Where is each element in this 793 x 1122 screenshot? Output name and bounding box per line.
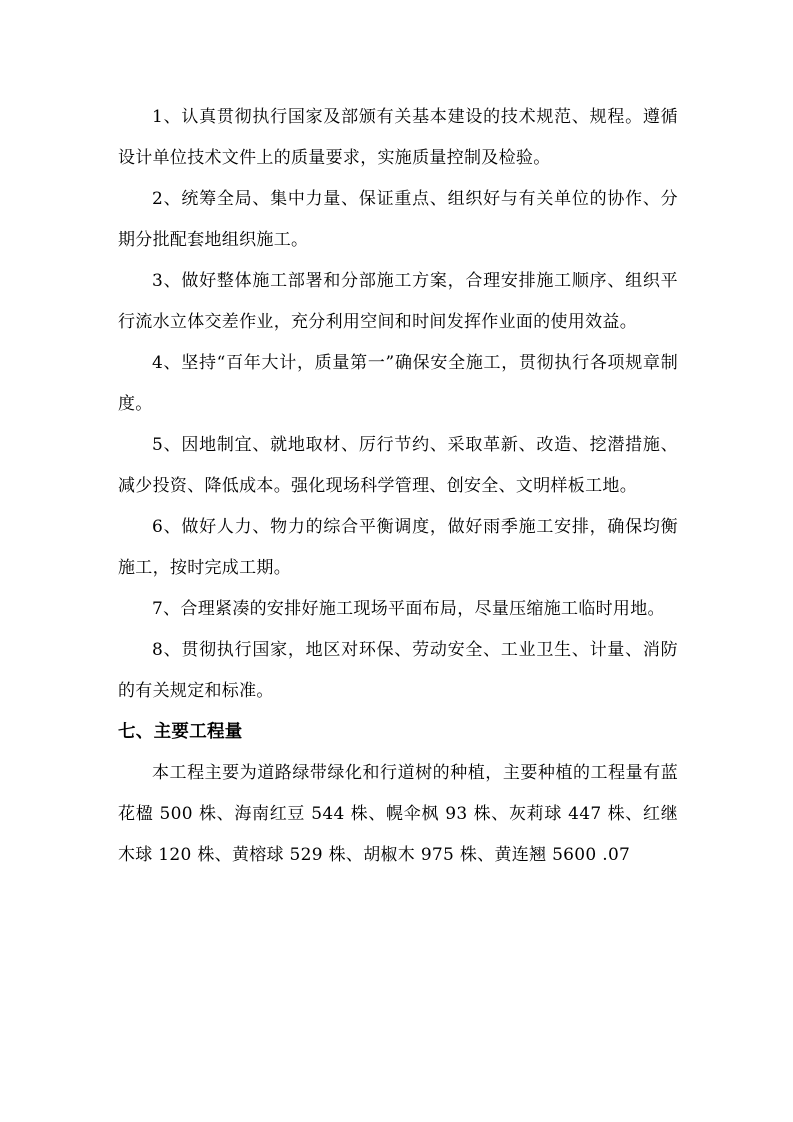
principle-item-7: 7、合理紧凑的安排好施工现场平面布局，尽量压缩施工临时用地。 [152, 599, 665, 619]
principle-item-1: 1、认真贯彻执行国家及部颁有关基本建设的技术规范、规程。遵循设计单位技术文件上的质量要求，实施质量控制及检验。 [118, 107, 678, 168]
section-body: 本工程主要为道路绿带绿化和行道树的种植，主要种植的工程量有蓝花楹 500 株、海南红豆 544 株、幌伞枫 93 株、灰莉球 447 株、红继木球 120 株、黄榕球 529 株、胡椒木 975 株、黄连翘 5600 .07 [118, 763, 678, 865]
principle-item-4: 4、坚持“百年大计，质量第一”确保安全施工，贯彻执行各项规章制度。 [118, 353, 678, 414]
principle-item-8: 8、贯彻执行国家，地区对环保、劳动安全、工业卫生、计量、消防的有关规定和标准。 [118, 640, 678, 701]
principle-item-6: 6、做好人力、物力的综合平衡调度，做好雨季施工安排，确保均衡施工，按时完成工期。 [118, 517, 678, 578]
principle-item-2: 2、统筹全局、集中力量、保证重点、组织好与有关单位的协作、分期分批配套地组织施工。 [118, 189, 678, 250]
document-body [118, 97, 678, 876]
principle-item-3: 3、做好整体施工部署和分部施工方案，合理安排施工顺序、组织平行流水立体交差作业，充分利用空间和时间发挥作业面的使用效益。 [118, 271, 678, 332]
section-heading: 七、主要工程量 [118, 722, 243, 742]
principle-item-5: 5、因地制宜、就地取材、厉行节约、采取革新、改造、挖潜措施、减少投资、降低成本。强化现场科学管理、创安全、文明样板工地。 [118, 435, 678, 496]
